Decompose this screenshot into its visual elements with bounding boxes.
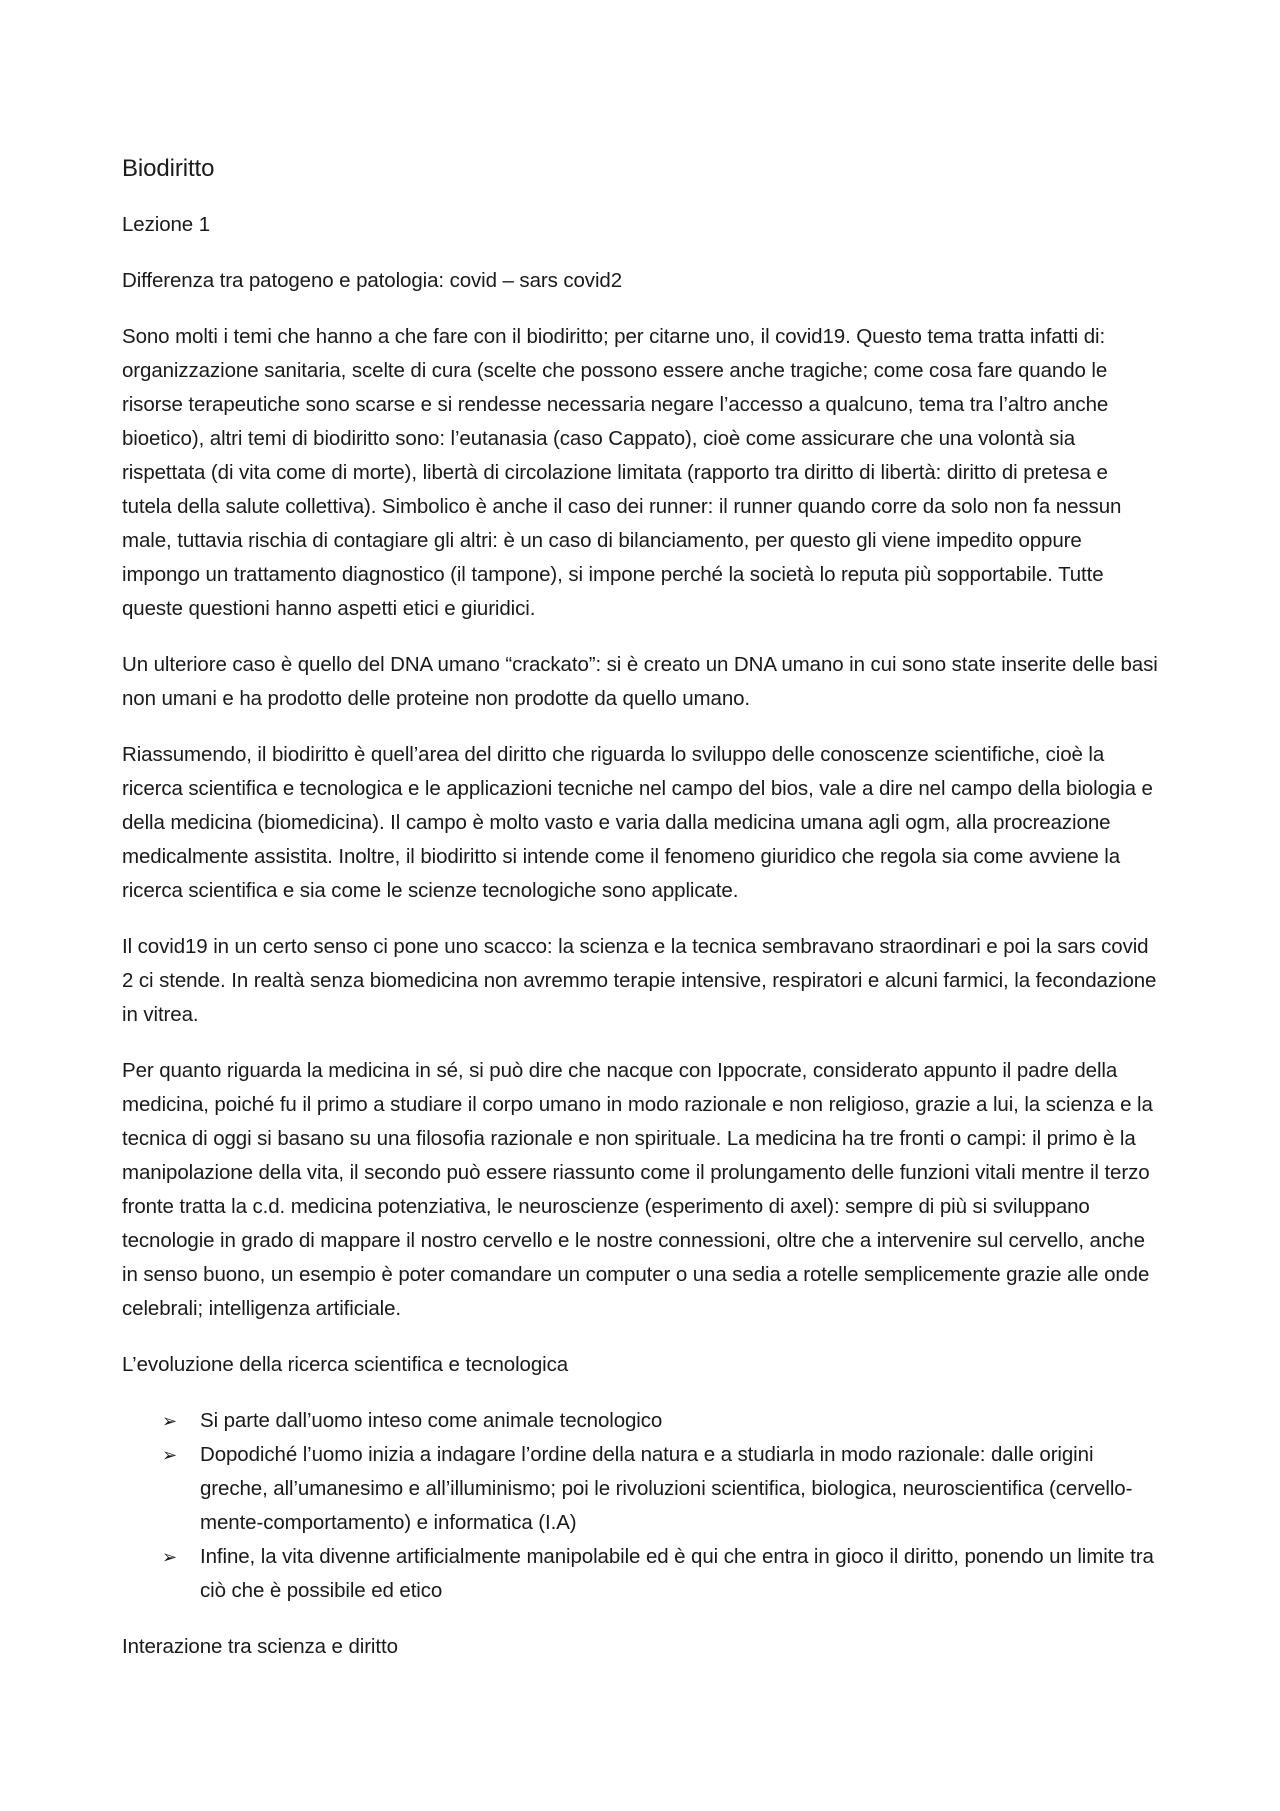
list-item-text: Infine, la vita divenne artificialmente manipolabile ed è qui che entra in gioco il diritto, ponendo un limite tra ciò che è possibile ed etico: [200, 1545, 1154, 1602]
arrow-bullet-icon: ➢: [162, 1547, 177, 1567]
section-heading: L’evoluzione della ricerca scientifica e tecnologica: [122, 1353, 569, 1376]
list-item-text: Si parte dall’uomo inteso come animale tecnologico: [200, 1409, 663, 1432]
document-title: Biodiritto: [122, 155, 215, 182]
arrow-bullet-icon: ➢: [162, 1445, 177, 1465]
bullet-list: [122, 1404, 1162, 1608]
document-page: [122, 152, 1162, 1686]
paragraph: Il covid19 in un certo senso ci pone uno scacco: la scienza e la tecnica sembravano straordinari e poi la sars covid 2 ci stende. In realtà senza biomedicina non avremmo terapie intensive, respiratori e alcuni farmici, la fecondazione in vitrea.: [122, 935, 1157, 1026]
paragraph: Per quanto riguarda la medicina in sé, si può dire che nacque con Ippocrate, considerato appunto il padre della medicina, poiché fu il primo a studiare il corpo umano in modo razionale e non religioso, grazie a lui, la scienza e la tecnica di oggi si basano su una filosofia razionale e non spirituale. La medicina ha tre fronti o campi: il primo è la manipolazione della vita, il secondo può essere riassunto come il prolungamento delle funzioni vitali mentre il terzo fronte tratta la c.d. medicina potenziativa, le neuroscienze (esperimento di axel): sempre di più si sviluppano tecnologie in grado di mappare il nostro cervello e le nostre connessioni, oltre che a intervenire sul cervello, anche in senso buono, un esempio è poter comandare un computer o una sedia a rotelle semplicemente grazie alle onde celebrali; intelligenza artificiale.: [122, 1059, 1153, 1320]
list-item: [122, 1404, 1162, 1438]
paragraph: Riassumendo, il biodiritto è quell’area del diritto che riguarda lo sviluppo delle conoscenze scientifiche, cioè la ricerca scientifica e tecnologica e le applicazioni tecniche nel campo del bios, vale a dire nel campo della biologia e della medicina (biomedicina). Il campo è molto vasto e varia dalla medicina umana agli ogm, alla procreazione medicalmente assistita. Inoltre, il biodiritto si intende come il fenomeno giuridico che regola sia come avviene la ricerca scientifica e sia come le scienze tecnologiche sono applicate.: [122, 743, 1153, 902]
paragraph: Sono molti i temi che hanno a che fare con il biodiritto; per citarne uno, il covid19. Questo tema tratta infatti di: organizzazione sanitaria, scelte di cura (scelte che possono essere anche tragiche; come cosa fare quando le risorse terapeutiche sono scarse e si rendesse necessaria negare l’accesso a qualcuno, tema tra l’altro anche bioetico), altri temi di biodiritto sono: l’eutanasia (caso Cappato), cioè come assicurare che una volontà sia rispettata (di vita come di morte), libertà di circolazione limitata (rapporto tra diritto di libertà: diritto di pretesa e tutela della salute collettiva). Simbolico è anche il caso dei runner: il runner quando corre da solo non fa nessun male, tuttavia rischia di contagiare gli altri: è un caso di bilanciamento, per questo gli viene impedito oppure impongo un trattamento diagnostico (il tampone), si impone perché la società lo reputa più sopportabile. Tutte queste questioni hanno aspetti etici e giuridici.: [122, 325, 1122, 620]
lesson-label: Lezione 1: [122, 213, 211, 236]
list-item-text: Dopodiché l’uomo inizia a indagare l’ordine della natura e a studiarla in modo razionale: dalle origini greche, all’umanesimo e all’illuminismo; poi le rivoluzioni scientifica, biologica, neuroscientifica (cervello-mente-comportamento) e informatica (I.A): [200, 1443, 1133, 1534]
arrow-bullet-icon: ➢: [162, 1411, 177, 1431]
subtitle: Differenza tra patogeno e patologia: covid – sars covid2: [122, 269, 623, 292]
list-item: [122, 1540, 1162, 1608]
final-heading: Interazione tra scienza e diritto: [122, 1635, 398, 1658]
list-item: [122, 1438, 1162, 1540]
paragraph: Un ulteriore caso è quello del DNA umano “crackato”: si è creato un DNA umano in cui sono state inserite delle basi non umani e ha prodotto delle proteine non prodotte da quello umano.: [122, 653, 1158, 710]
